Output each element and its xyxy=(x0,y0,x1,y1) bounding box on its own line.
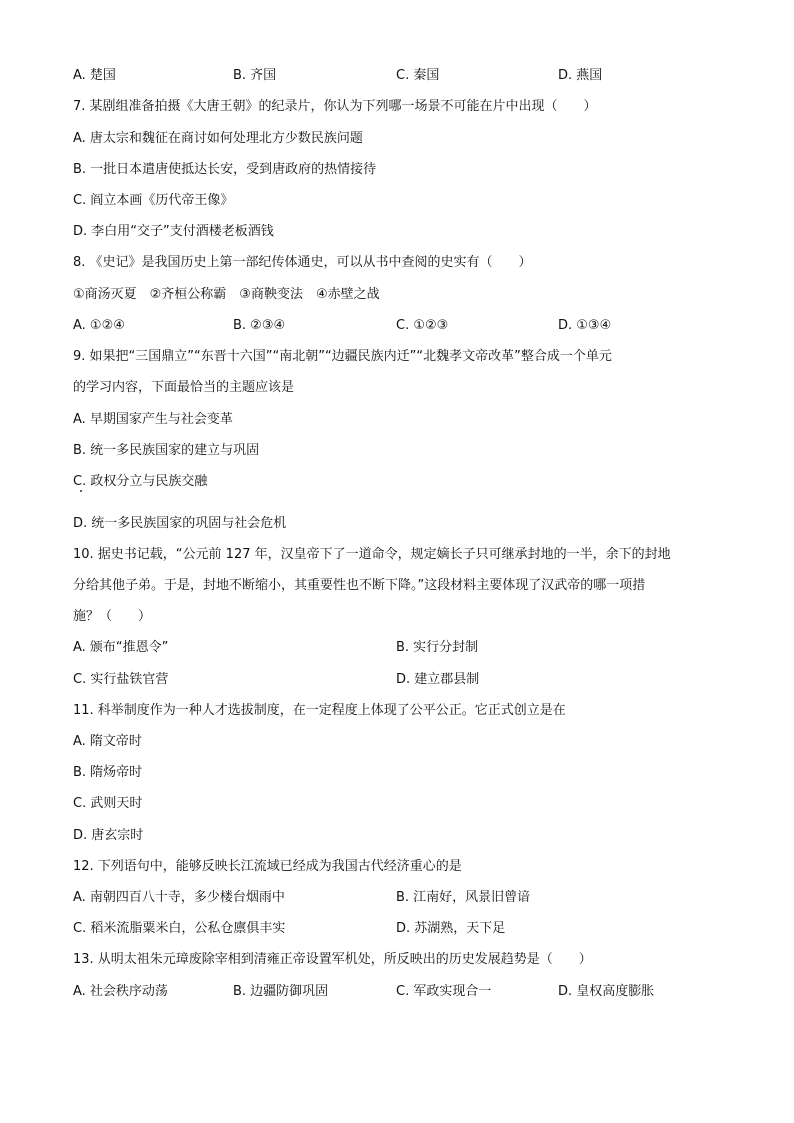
q12-option-d: D. 苏湖熟，天下足 xyxy=(396,921,506,936)
q9-option-a: A. 早期国家产生与社会变革 xyxy=(73,412,233,427)
q13-option-b: B. 边疆防御巩固 xyxy=(233,984,329,999)
q8-option-b: B. ②③④ xyxy=(233,318,286,333)
q12-option-a: A. 南朝四百八十寺，多少楼台烟雨中 xyxy=(73,890,285,905)
q11-option-c: C. 武则天时 xyxy=(73,796,143,811)
q10-stem-line-1: 10. 据史书记载，“公元前 127 年，汉皇帝下了一道命令，规定嫡长子只可继承封地的一半，余下的封地 xyxy=(73,547,671,562)
q7-option-c: C. 阎立本画《历代帝王像》 xyxy=(73,193,234,208)
q6-option-c: C. 秦国 xyxy=(396,68,440,83)
q11-stem: 11. 科举制度作为一种人才选拔制度，在一定程度上体现了公平公正。它正式创立是在 xyxy=(73,703,566,718)
q11-option-b: B. 隋炀帝时 xyxy=(73,765,143,780)
q10-option-b: B. 实行分封制 xyxy=(396,640,479,655)
q12-option-b: B. 江南好，风景旧曾谙 xyxy=(396,890,531,905)
q10-stem-line-2: 分给其他子弟。于是，封地不断缩小，其重要性也不断下降。”这段材料主要体现了汉武帝的哪一项措 xyxy=(73,578,646,593)
q12-stem: 12. 下列语句中，能够反映长江流域已经成为我国古代经济重心的是 xyxy=(73,859,462,874)
q7-option-b: B. 一批日本遣唐使抵达长安，受到唐政府的热情接待 xyxy=(73,162,377,177)
q9-option-b: B. 统一多民族国家的建立与巩固 xyxy=(73,443,260,458)
q13-option-c: C. 军政实现合一 xyxy=(396,984,492,999)
q8-option-d: D. ①③④ xyxy=(558,318,612,333)
q8-items: ①商汤灭夏 ②齐桓公称霸 ③商鞅变法 ④赤壁之战 xyxy=(73,287,380,302)
q7-stem: 7. 某剧组准备拍摄《大唐王朝》的纪录片，你认为下列哪一场景不可能在片中出现（ ） xyxy=(73,99,597,114)
q8-option-a: A. ①②④ xyxy=(73,318,125,333)
q13-option-a: A. 社会秩序动荡 xyxy=(73,984,168,999)
q11-option-a: A. 隋文帝时 xyxy=(73,734,142,749)
q8-option-c: C. ①②③ xyxy=(396,318,449,333)
stray-dot xyxy=(80,490,82,492)
q8-stem: 8. 《史记》是我国历史上第一部纪传体通史，可以从书中查阅的史实有（ ） xyxy=(73,255,532,270)
q6-option-a: A. 楚国 xyxy=(73,68,116,83)
q10-option-a: A. 颁布“推恩令” xyxy=(73,640,169,655)
q10-option-d: D. 建立郡县制 xyxy=(396,672,480,687)
q9-option-d: D. 统一多民族国家的巩固与社会危机 xyxy=(73,516,287,531)
q10-stem-line-3: 施？（ ） xyxy=(73,609,152,624)
q12-option-c: C. 稻米流脂粟米白，公私仓廪俱丰实 xyxy=(73,921,286,936)
q6-option-d: D. 燕国 xyxy=(558,68,603,83)
q13-option-d: D. 皇权高度膨胀 xyxy=(558,984,655,999)
q9-stem-line-2: 的学习内容，下面最恰当的主题应该是 xyxy=(73,380,295,395)
q7-option-a: A. 唐太宗和魏征在商讨如何处理北方少数民族问题 xyxy=(73,131,363,146)
q9-stem-line-1: 9. 如果把“三国鼎立”“东晋十六国”“南北朝”“边疆民族内迁”“北魏孝文帝改革”整合成一个单元 xyxy=(73,349,612,364)
q10-option-c: C. 实行盐铁官营 xyxy=(73,672,169,687)
q7-option-d: D. 李白用“交子”支付酒楼老板酒钱 xyxy=(73,224,274,239)
q11-option-d: D. 唐玄宗时 xyxy=(73,828,144,843)
q6-option-b: B. 齐国 xyxy=(233,68,277,83)
q9-option-c: C. 政权分立与民族交融 xyxy=(73,474,208,489)
q13-stem: 13. 从明太祖朱元璋废除宰相到清雍正帝设置军机处，所反映出的历史发展趋势是（ ） xyxy=(73,952,592,967)
